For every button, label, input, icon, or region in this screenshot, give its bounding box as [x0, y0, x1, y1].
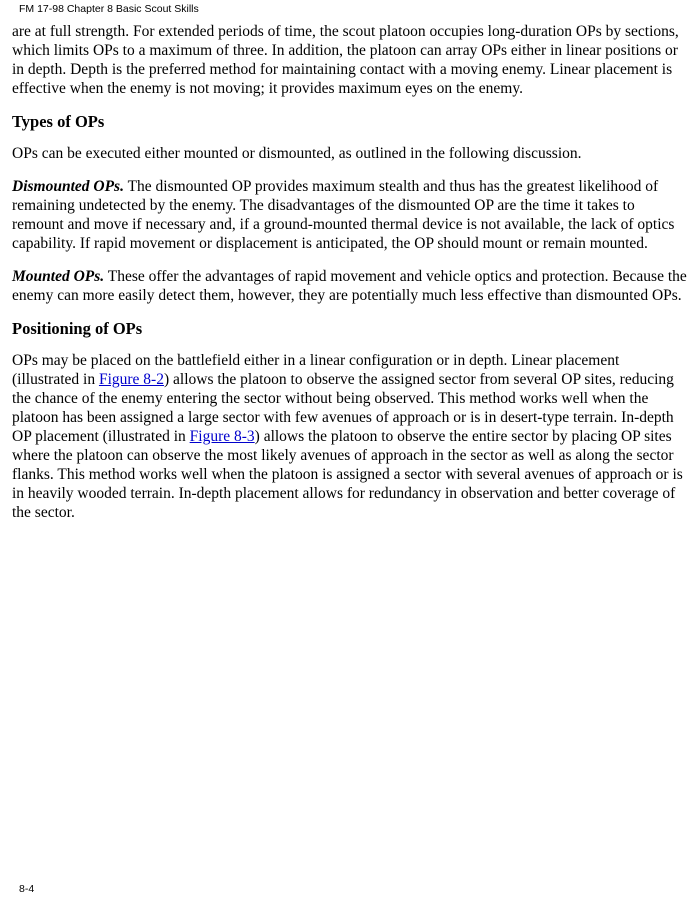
positioning-text-1: OPs may be placed on the battlefield either in a linear configuration or in depth. Linear placement (illustrated in — [12, 352, 620, 388]
types-heading: Types of OPs — [12, 112, 105, 131]
mounted-paragraph — [12, 267, 688, 305]
page-header: FM 17-98 Chapter 8 Basic Scout Skills — [19, 3, 199, 15]
types-intro-paragraph: OPs can be executed either mounted or dismounted, as outlined in the following discussion. — [12, 145, 582, 162]
dismounted-text: The dismounted OP provides maximum stealth and thus has the greatest likelihood of remaining undetected by the enemy. The disadvantages of the dismounted OP are the time it takes to remount and move if necessary and, if a ground-mounted thermal device is not available, the lack of optics capability. If rapid movement or displacement is anticipated, the OP should mount or remain mounted. — [12, 178, 675, 252]
positioning-text-2: ) allows the platoon to observe the assigned sector from several OP sites, reducing the chance of the enemy entering the sector without being observed. This method works well when the platoon has been assigned a large sector with few avenues of approach or is in desert-type terrain. In-depth OP placement (illustrated in — [12, 371, 674, 445]
positioning-text-3: ) allows the platoon to observe the entire sector by placing OP sites where the platoon can observe the most likely avenues of approach in the sector as well as along the sector flanks. This method works well when the platoon is assigned a sector with several avenues of approach or is in heavily wooded terrain. In-depth placement allows for redundancy in observation and better coverage of the sector. — [12, 428, 683, 521]
page-number: 8-4 — [19, 883, 35, 895]
positioning-heading: Positioning of OPs — [12, 319, 143, 338]
positioning-paragraph — [12, 351, 688, 522]
intro-paragraph: are at full strength. For extended periods of time, the scout platoon occupies long-duration OPs by sections, which limits OPs to a maximum of three. In addition, the platoon can array OPs either in linear positions or in depth. Depth is the preferred method for maintaining contact with a moving enemy. Linear placement is effective when the enemy is not moving; it provides maximum eyes on the enemy. — [12, 23, 679, 97]
figure-8-2-link[interactable]: Figure 8-2 — [98, 371, 164, 388]
dismounted-paragraph — [12, 177, 688, 253]
mounted-lead: Mounted OPs. — [12, 268, 105, 285]
document-body — [12, 22, 688, 536]
figure-8-3-link[interactable]: Figure 8-3 — [189, 428, 255, 445]
mounted-text: These offer the advantages of rapid movement and vehicle optics and protection. Because the enemy can more easily detect them, however, they are potentially much less effective than dismounted OPs. — [12, 268, 687, 304]
dismounted-lead: Dismounted OPs. — [12, 178, 124, 195]
